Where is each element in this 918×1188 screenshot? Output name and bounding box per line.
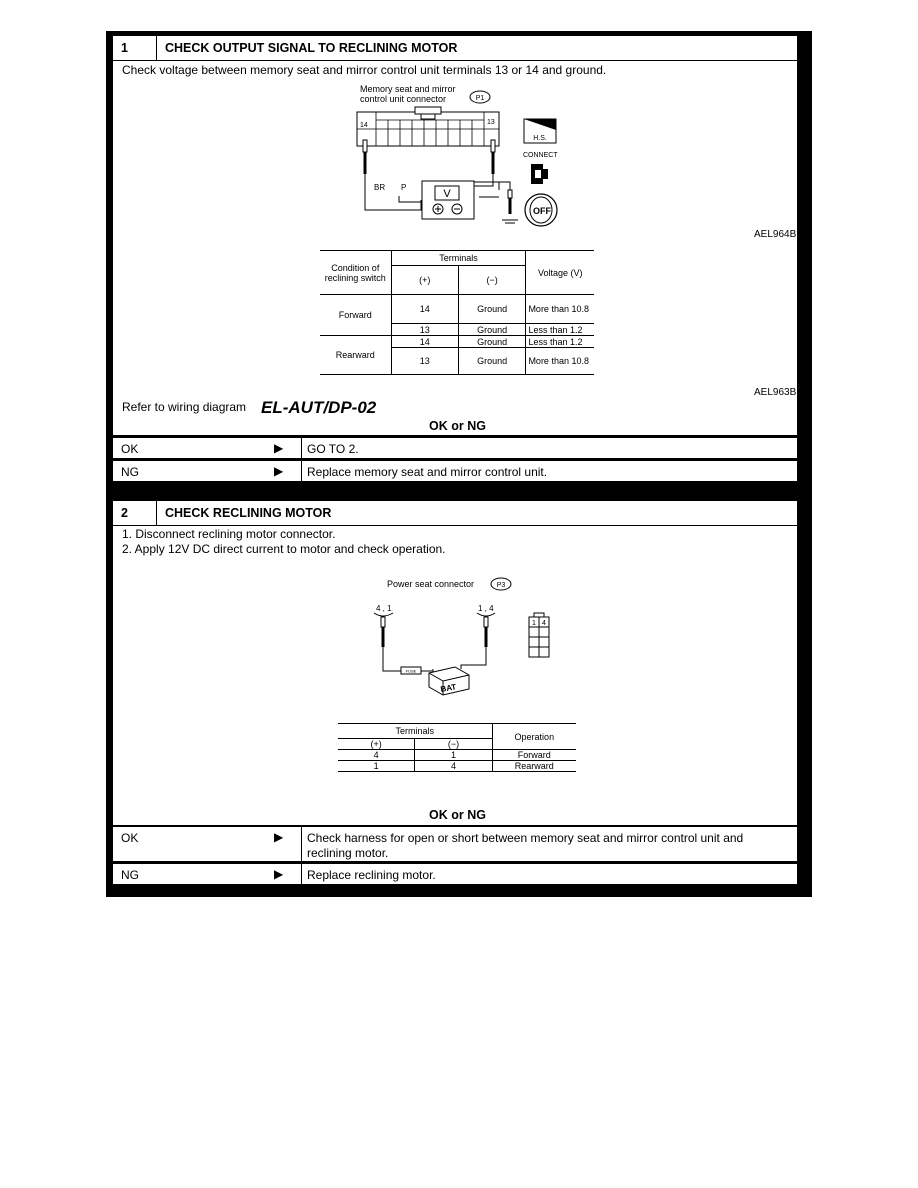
table-row: 13 Ground More than 10.8: [320, 348, 594, 375]
result-row-ok: [112, 437, 798, 459]
table-row: 13 Ground Less than 1.2: [320, 324, 594, 336]
connector-connect-icon: [525, 160, 553, 188]
result-action: Replace memory seat and mirror control unit.: [307, 465, 548, 479]
col-operation: Operation: [492, 724, 576, 750]
arrow-icon: ▶: [274, 867, 284, 881]
col-terminals: Terminals: [338, 724, 492, 739]
arrow-icon: ▶: [274, 441, 284, 455]
ok-ng-label: OK or NG: [429, 419, 486, 433]
table-row: Forward 14 Ground More than 10.8: [320, 295, 594, 324]
result-label: OK: [121, 831, 139, 845]
wire-p: P: [401, 183, 407, 192]
operation-spec-table: [338, 723, 576, 772]
right-pins: 1 , 4: [478, 604, 494, 613]
ignition-off-icon: [521, 192, 559, 228]
connector-p3-face: [527, 611, 551, 661]
harness-side-icon: [523, 118, 557, 144]
table-row: 4 1 Forward: [338, 750, 576, 761]
step2-header: [113, 501, 797, 526]
ref-id-2: AEL963B: [754, 387, 797, 398]
step-number: 1: [113, 36, 157, 60]
result-label: OK: [121, 442, 139, 456]
col-minus: (−): [415, 739, 492, 750]
step-number: 2: [113, 501, 157, 525]
result-label: NG: [121, 868, 139, 882]
result-label: NG: [121, 465, 139, 479]
refer-code[interactable]: EL-AUT/DP-02: [261, 398, 377, 417]
result-row-ng: [112, 863, 798, 885]
step1-instruction: Check voltage between memory seat and mirror control unit terminals 13 or 14 and ground.: [122, 63, 607, 77]
step-title: CHECK RECLINING MOTOR: [165, 506, 332, 520]
voltmeter-symbol: V: [443, 188, 451, 200]
svg-text:4: 4: [542, 620, 546, 627]
result-row-ok: [112, 826, 798, 862]
arrow-icon: ▶: [274, 830, 284, 844]
result-row-ng: [112, 460, 798, 482]
connector-code-p3: P3: [496, 582, 506, 589]
result-action: Check harness for open or short between memory seat and mirror control unit and reclining motor.: [307, 831, 744, 860]
pin-14-label: 14: [360, 122, 368, 129]
col-plus: (+): [391, 266, 458, 295]
step1-header: [113, 36, 797, 61]
table-row: 1 4 Rearward: [338, 761, 576, 772]
left-pins: 4 , 1: [376, 604, 392, 613]
step2-instruction-1: 1. Disconnect reclining motor connector.: [122, 527, 336, 541]
col-terminals: Terminals: [391, 251, 526, 266]
connector-label: Memory seat and mirror control unit connector: [360, 84, 456, 104]
pin-13-label: 13: [487, 119, 495, 126]
step1-panel: [112, 35, 798, 436]
step2-instruction-2: 2. Apply 12V DC direct current to motor and check operation.: [122, 542, 446, 556]
ok-ng-label: OK or NG: [429, 808, 486, 822]
svg-text:OFF: OFF: [533, 206, 551, 216]
voltage-spec-table: [320, 250, 594, 375]
connect-label: CONNECT: [523, 152, 558, 159]
col-voltage: Voltage (V): [526, 251, 594, 295]
col-plus: (+): [338, 739, 415, 750]
result-action: Replace reclining motor.: [307, 868, 436, 882]
table-row: Rearward 14 Ground Less than 1.2: [320, 336, 594, 348]
ref-id-1: AEL964B: [754, 229, 797, 240]
connector-code-p1: P1: [475, 95, 485, 102]
step-title: CHECK OUTPUT SIGNAL TO RECLINING MOTOR: [165, 41, 458, 55]
step2-panel: [112, 500, 798, 826]
svg-text:1: 1: [532, 620, 536, 627]
col-minus: (−): [458, 266, 526, 295]
refer-text: Refer to wiring diagram: [122, 400, 247, 414]
arrow-icon: ▶: [274, 464, 284, 478]
battery-label: BAT: [439, 682, 457, 694]
svg-text:H.S.: H.S.: [533, 135, 547, 142]
fuse-label: FUSE: [405, 668, 417, 674]
wire-br: BR: [374, 183, 386, 192]
col-condition: Condition of reclining switch: [320, 251, 391, 295]
power-seat-connector-label: Power seat connector: [387, 579, 475, 589]
result-action: GO TO 2.: [307, 442, 359, 456]
